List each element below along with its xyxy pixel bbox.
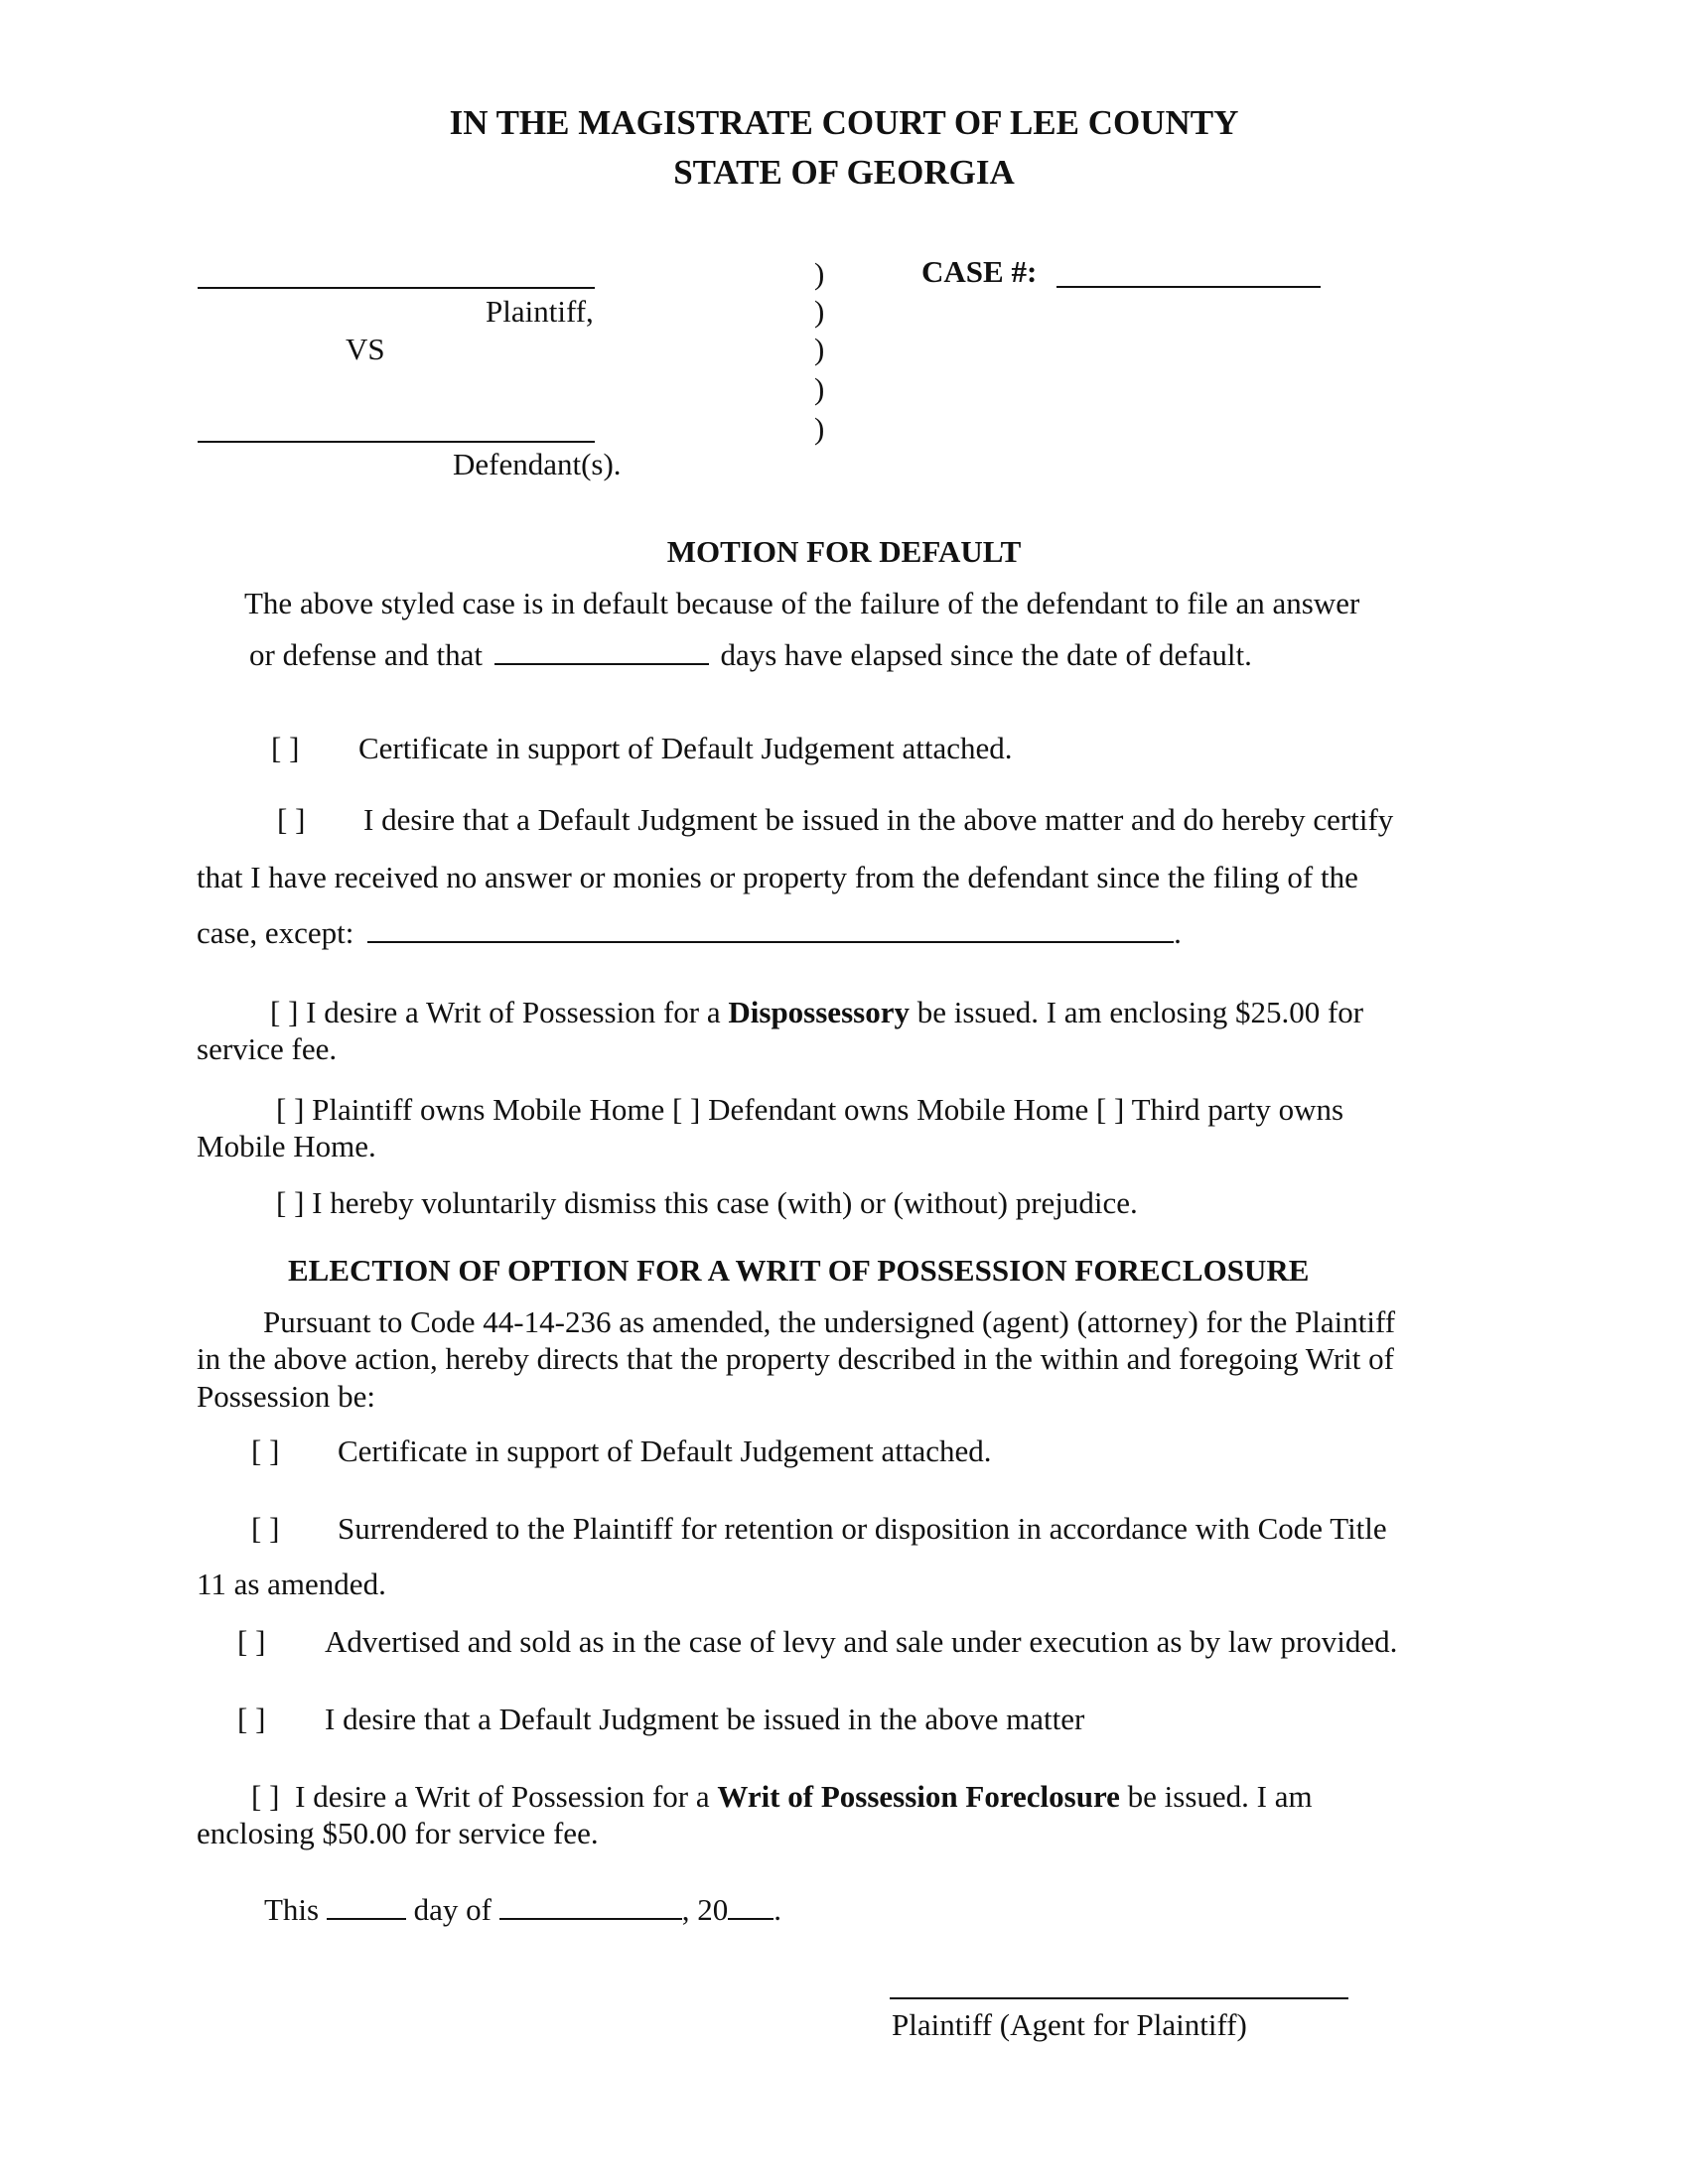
intro-text-a: or defense and that bbox=[249, 637, 483, 672]
mh-plaintiff-label: Plaintiff owns Mobile Home bbox=[312, 1092, 665, 1127]
election-option-2-line2: 11 as amended. bbox=[197, 1567, 386, 1601]
election-option-2-line1: Surrendered to the Plaintiff for retention or disposition in accordance with Code Title bbox=[338, 1511, 1387, 1546]
motion-option-3 bbox=[270, 995, 1363, 1030]
date-this: This bbox=[264, 1892, 320, 1927]
election-checkbox-2[interactable]: [ ] bbox=[251, 1511, 280, 1546]
opt3-bold: Dispossessory bbox=[728, 995, 910, 1029]
election-checkbox-4[interactable]: [ ] bbox=[237, 1702, 266, 1736]
state-title: STATE OF GEORGIA bbox=[673, 153, 1015, 192]
month-blank[interactable] bbox=[499, 1892, 682, 1920]
dismiss-text: I hereby voluntarily dismiss this case (with) or (without) prejudice. bbox=[312, 1185, 1138, 1220]
plaintiff-label: Plaintiff, bbox=[486, 294, 594, 329]
signature-label: Plaintiff (Agent for Plaintiff) bbox=[892, 2007, 1247, 2042]
case-number-line[interactable] bbox=[1056, 286, 1321, 288]
opt3-text-a: I desire a Writ of Possession for a bbox=[306, 995, 721, 1029]
vs-label: VS bbox=[346, 332, 385, 366]
election-para-line3: Possession be: bbox=[197, 1379, 375, 1414]
caption-paren: ) bbox=[814, 332, 825, 366]
election-heading: ELECTION OF OPTION FOR A WRIT OF POSSESSION FORECLOSURE bbox=[288, 1253, 1310, 1288]
caption-paren: ) bbox=[814, 411, 825, 446]
date-line bbox=[264, 1892, 781, 1928]
motion-intro-line1: The above styled case is in default because of the failure of the defendant to file an answer bbox=[244, 586, 1360, 620]
dismiss-option bbox=[276, 1185, 1138, 1221]
motion-option-2-line2: that I have received no answer or monies or property from the defendant since the filing of the bbox=[197, 860, 1358, 894]
motion-intro-line2 bbox=[249, 637, 1252, 673]
mobile-home-line2: Mobile Home. bbox=[197, 1129, 376, 1163]
election-option-5 bbox=[251, 1779, 1313, 1815]
opt3-text-b: be issued. I am enclosing $25.00 for bbox=[916, 995, 1364, 1029]
motion-option-2-line1: I desire that a Default Judgment be issued in the above matter and do hereby certify bbox=[363, 802, 1394, 837]
days-blank[interactable] bbox=[494, 637, 709, 665]
signature-line[interactable] bbox=[890, 1997, 1348, 1999]
mh-checkbox-defendant[interactable]: [ ] bbox=[671, 1092, 701, 1127]
mh-defendant-label: Defendant owns Mobile Home bbox=[708, 1092, 1089, 1127]
motion-option-1: Certificate in support of Default Judgement attached. bbox=[358, 731, 1013, 765]
election-para-line1: Pursuant to Code 44-14-236 as amended, the undersigned (agent) (attorney) for the Plaintiff bbox=[263, 1304, 1396, 1339]
election-option-5-line2: enclosing $50.00 for service fee. bbox=[197, 1816, 599, 1850]
mh-checkbox-third[interactable]: [ ] bbox=[1095, 1092, 1125, 1127]
caption-paren: ) bbox=[814, 371, 825, 406]
except-period: . bbox=[1174, 915, 1182, 950]
except-blank[interactable] bbox=[367, 915, 1174, 943]
defendant-label: Defendant(s). bbox=[453, 447, 622, 481]
intro-text-b: days have elapsed since the date of default. bbox=[720, 637, 1252, 672]
except-label: case, except: bbox=[197, 915, 354, 950]
caption-paren: ) bbox=[814, 256, 825, 291]
motion-option-3-line2: service fee. bbox=[197, 1031, 338, 1066]
motion-checkbox-1[interactable]: [ ] bbox=[271, 731, 300, 765]
case-number-label: CASE #: bbox=[921, 254, 1038, 289]
mh-checkbox-plaintiff[interactable]: [ ] bbox=[276, 1092, 305, 1127]
year-blank[interactable] bbox=[728, 1892, 774, 1920]
opt5-bold: Writ of Possession Foreclosure bbox=[717, 1779, 1120, 1814]
caption-paren: ) bbox=[814, 294, 825, 329]
motion-checkbox-3[interactable]: [ ] bbox=[270, 995, 299, 1029]
motion-option-2-line3 bbox=[197, 915, 1182, 951]
plaintiff-name-line[interactable] bbox=[198, 287, 595, 289]
election-option-1: Certificate in support of Default Judgement attached. bbox=[338, 1433, 992, 1468]
election-para-line2: in the above action, hereby directs that the property described in the within and foregoing Writ of bbox=[197, 1341, 1394, 1376]
dismiss-checkbox[interactable]: [ ] bbox=[276, 1185, 305, 1220]
opt5-text-b: be issued. I am bbox=[1127, 1779, 1313, 1814]
election-option-3: Advertised and sold as in the case of levy and sale under execution as by law provided. bbox=[325, 1624, 1398, 1659]
election-checkbox-5[interactable]: [ ] bbox=[251, 1779, 280, 1814]
date-year-prefix: , 20 bbox=[681, 1892, 729, 1927]
motion-checkbox-2[interactable]: [ ] bbox=[277, 802, 306, 837]
mobile-home-options bbox=[276, 1092, 1343, 1128]
date-end: . bbox=[774, 1892, 781, 1927]
opt5-text-a: I desire a Writ of Possession for a bbox=[295, 1779, 710, 1814]
date-day-of: day of bbox=[413, 1892, 492, 1927]
election-option-4: I desire that a Default Judgment be issued in the above matter bbox=[325, 1702, 1085, 1736]
election-checkbox-1[interactable]: [ ] bbox=[251, 1433, 280, 1468]
election-checkbox-3[interactable]: [ ] bbox=[237, 1624, 266, 1659]
defendant-name-line[interactable] bbox=[198, 441, 595, 443]
court-title: IN THE MAGISTRATE COURT OF LEE COUNTY bbox=[449, 103, 1239, 142]
motion-heading: MOTION FOR DEFAULT bbox=[666, 534, 1022, 569]
mh-third-label: Third party owns bbox=[1131, 1092, 1344, 1127]
day-blank[interactable] bbox=[327, 1892, 406, 1920]
